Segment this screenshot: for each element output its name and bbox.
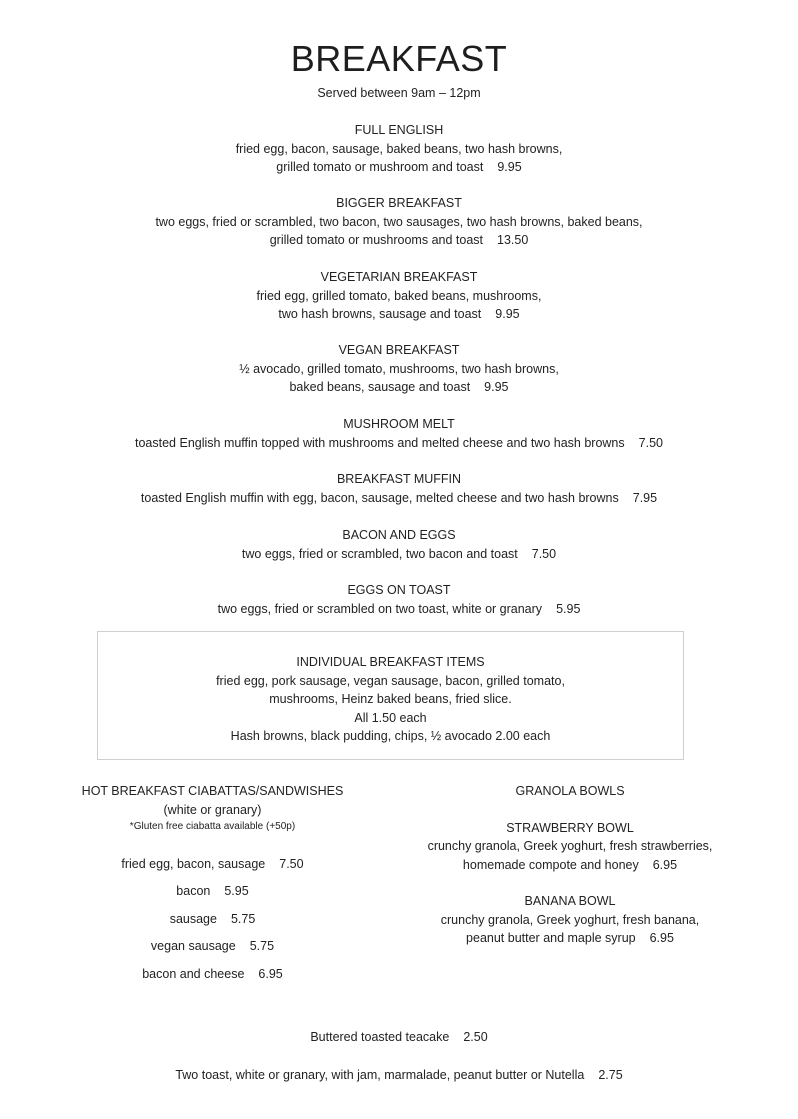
menu-section-bacon-and-eggs — [0, 526, 798, 563]
menu-section-vegetarian-breakfast — [0, 268, 798, 324]
price: 6.95 — [652, 857, 678, 872]
section-line: baked beans, sausage and toast 9.95 — [289, 380, 509, 394]
page-title: BREAKFAST — [290, 38, 508, 79]
price: 5.75 — [230, 912, 256, 926]
hot-breakfast-item: fried egg, bacon, sausage 7.50 — [121, 857, 304, 871]
strawberry-bowl-name: STRAWBERRY BOWL — [506, 820, 634, 835]
price: 7.50 — [638, 435, 663, 450]
granola-bowls-column — [405, 782, 735, 948]
menu-section-full-english — [0, 121, 798, 177]
hot-breakfast-item: sausage 5.75 — [169, 912, 256, 926]
section-name: BIGGER BREAKFAST — [336, 196, 462, 210]
price: 5.95 — [224, 884, 249, 898]
individual-items-line: Hash browns, black pudding, chips, ½ avocado 2.00 each — [230, 729, 551, 743]
section-line: fried egg, grilled tomato, baked beans, mushrooms, — [256, 288, 542, 303]
section-line: fried egg, bacon, sausage, baked beans, two hash browns, — [235, 141, 563, 156]
price: 7.50 — [531, 546, 557, 561]
price: 9.95 — [497, 160, 522, 174]
individual-items-line: All 1.50 each — [354, 710, 427, 725]
hot-breakfast-column — [60, 782, 365, 992]
bowl-line: crunchy granola, Greek yoghurt, fresh strawberries, — [427, 839, 713, 853]
price: 9.95 — [484, 380, 509, 394]
price: 7.50 — [279, 857, 304, 871]
section-name: FULL ENGLISH — [354, 123, 444, 137]
granola-bowls-title: GRANOLA BOWLS — [515, 784, 625, 798]
section-name: VEGETARIAN BREAKFAST — [320, 270, 478, 284]
individual-items-line: fried egg, pork sausage, vegan sausage, bacon, grilled tomato, — [216, 673, 565, 688]
price: 2.50 — [463, 1030, 488, 1044]
menu-section-eggs-on-toast — [0, 581, 798, 618]
section-name: VEGAN BREAKFAST — [338, 343, 460, 357]
section-line: grilled tomato or mushroom and toast 9.95 — [276, 160, 522, 174]
section-line: two eggs, fried or scrambled, two bacon and toast 7.50 — [241, 546, 557, 561]
menu-section-vegan-breakfast — [0, 341, 798, 397]
hot-breakfast-item: bacon 5.95 — [176, 884, 249, 898]
section-name: MUSHROOM MELT — [343, 417, 455, 431]
individual-items-box — [97, 631, 684, 760]
hot-breakfast-item: bacon and cheese 6.95 — [142, 967, 283, 981]
price: 2.75 — [598, 1068, 623, 1082]
bowl-line: homemade compote and honey 6.95 — [462, 857, 678, 872]
section-line: ½ avocado, grilled tomato, mushrooms, two hash browns, — [239, 361, 559, 376]
price: 5.95 — [556, 601, 581, 616]
section-line: toasted English muffin with egg, bacon, sausage, melted cheese and two hash browns 7.95 — [140, 490, 658, 505]
hot-breakfast-title: HOT BREAKFAST CIABATTAS/SANDWISHES — [81, 784, 344, 798]
individual-items-title: INDIVIDUAL BREAKFAST ITEMS — [296, 655, 485, 669]
footer-item-teacake: Buttered toasted teacake 2.50 — [310, 1030, 488, 1044]
bowl-line: peanut butter and maple syrup 6.95 — [466, 931, 674, 945]
price: 5.75 — [249, 939, 275, 953]
footer-item-toast: Two toast, white or granary, with jam, marmalade, peanut butter or Nutella 2.75 — [175, 1068, 623, 1082]
price: 6.95 — [649, 931, 674, 945]
menu-section-breakfast-muffin — [0, 470, 798, 507]
price: 7.95 — [632, 490, 658, 505]
section-line: grilled tomato or mushrooms and toast 13.50 — [269, 233, 529, 247]
price: 13.50 — [497, 233, 529, 247]
menu-section-bigger-breakfast — [0, 194, 798, 250]
price: 9.95 — [495, 307, 520, 321]
gluten-free-note: *Gluten free ciabatta available (+50p) — [129, 821, 296, 832]
hot-breakfast-item: vegan sausage 5.75 — [150, 939, 275, 953]
page-subtitle: Served between 9am – 12pm — [317, 86, 481, 100]
section-line: two eggs, fried or scrambled on two toast, white or granary 5.95 — [217, 601, 581, 616]
bowl-line: crunchy granola, Greek yoghurt, fresh banana, — [440, 912, 700, 927]
section-name: BACON AND EGGS — [342, 528, 456, 542]
menu-section-mushroom-melt — [0, 415, 798, 452]
hot-breakfast-subtitle: (white or granary) — [163, 802, 262, 817]
section-line: two eggs, fried or scrambled, two bacon, two sausages, two hash browns, baked beans, — [155, 214, 643, 229]
banana-bowl-name: BANANA BOWL — [524, 894, 616, 908]
section-name: BREAKFAST MUFFIN — [336, 472, 462, 486]
section-line: two hash browns, sausage and toast 9.95 — [278, 307, 520, 321]
price: 6.95 — [258, 967, 283, 981]
section-line: toasted English muffin topped with mushrooms and melted cheese and two hash browns 7.50 — [135, 435, 663, 450]
individual-items-line: mushrooms, Heinz baked beans, fried slice. — [269, 692, 512, 706]
section-name: EGGS ON TOAST — [347, 583, 451, 597]
